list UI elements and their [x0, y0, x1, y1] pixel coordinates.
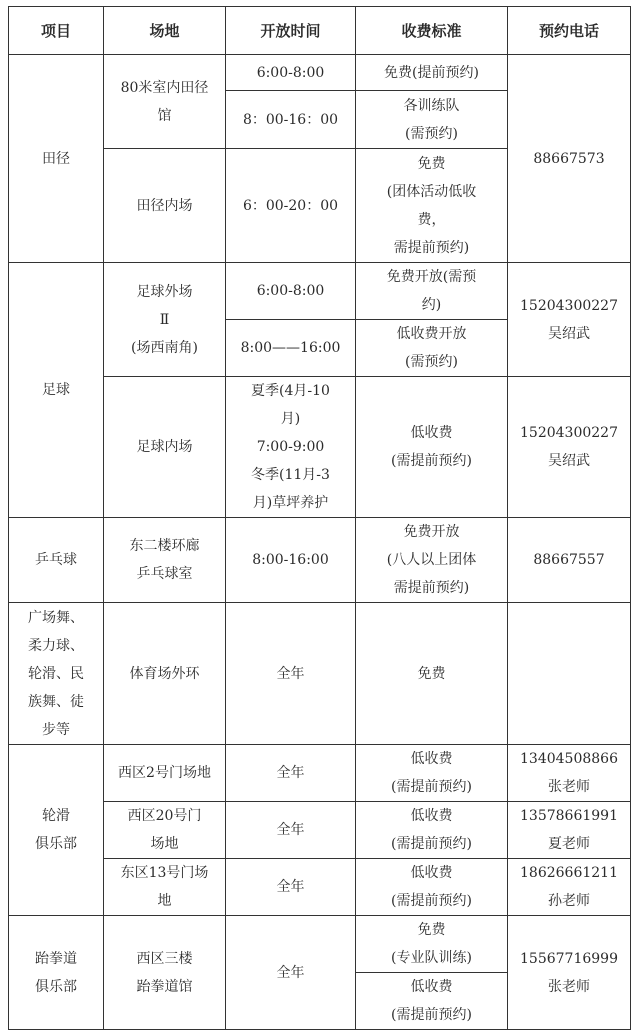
hours-cell: 6:00-8:00	[226, 55, 356, 91]
phone-outdoor	[508, 603, 631, 745]
fee-cell: 低收费开放 (需预约)	[356, 320, 508, 377]
venue-football-outer-field: 足球外场 Ⅱ (场西南角)	[104, 263, 226, 377]
venue-cell: 西区20号门 场地	[104, 802, 226, 859]
table-row	[9, 745, 631, 802]
venue-taekwondo-hall: 西区三楼 跆拳道馆	[104, 916, 226, 1030]
venue-table-tennis: 东二楼环廊 乒乓球室	[104, 518, 226, 603]
project-outdoor-activities: 广场舞、 柔力球、 轮滑、民 族舞、徒 步等	[9, 603, 104, 745]
table-row	[9, 603, 631, 745]
venue-cell: 西区2号门场地	[104, 745, 226, 802]
hours-cell: 全年	[226, 745, 356, 802]
phone-cell: 13404508866 张老师	[508, 745, 631, 802]
header-fee: 收费标准	[356, 7, 508, 55]
header-venue: 场地	[104, 7, 226, 55]
venue-football-infield: 足球内场	[104, 377, 226, 518]
fee-cell: 免费 (团体活动低收 费， 需提前预约)	[356, 149, 508, 263]
project-skating-club: 轮滑 俱乐部	[9, 745, 104, 916]
header-phone: 预约电话	[508, 7, 631, 55]
venue-cell: 东区13号门场 地	[104, 859, 226, 916]
phone-track: 88667573	[508, 55, 631, 263]
table-row	[9, 263, 631, 320]
header-hours: 开放时间	[226, 7, 356, 55]
phone-cell: 18626661211 孙老师	[508, 859, 631, 916]
fee-cell: 低收费 (需提前预约)	[356, 745, 508, 802]
hours-cell: 全年	[226, 859, 356, 916]
header-row	[9, 7, 631, 55]
phone-table-tennis: 88667557	[508, 518, 631, 603]
fee-cell: 免费 (专业队训练)	[356, 916, 508, 973]
hours-cell: 6：00-20：00	[226, 149, 356, 263]
fee-cell: 低收费 (需提前预约)	[356, 973, 508, 1030]
hours-cell: 夏季(4月-10 月) 7:00-9:00 冬季(11月-3 月)草坪养护	[226, 377, 356, 518]
fee-cell: 各训练队 (需预约)	[356, 91, 508, 149]
table-row	[9, 916, 631, 973]
phone-football-infield: 15204300227 吴绍武	[508, 377, 631, 518]
hours-cell: 全年	[226, 802, 356, 859]
phone-cell: 13578661991 夏老师	[508, 802, 631, 859]
hours-cell: 8：00-16：00	[226, 91, 356, 149]
phone-football-outer: 15204300227 吴绍武	[508, 263, 631, 377]
fee-cell: 免费	[356, 603, 508, 745]
hours-cell: 全年	[226, 603, 356, 745]
venue-schedule-table	[8, 6, 631, 1030]
fee-cell: 免费开放(需预 约)	[356, 263, 508, 320]
venue-stadium-outer-ring: 体育场外环	[104, 603, 226, 745]
venue-indoor-track-hall: 80米室内田径 馆	[104, 55, 226, 149]
fee-cell: 低收费 (需提前预约)	[356, 859, 508, 916]
header-project: 项目	[9, 7, 104, 55]
hours-cell: 8:00-16:00	[226, 518, 356, 603]
fee-cell: 低收费 (需提前预约)	[356, 377, 508, 518]
fee-cell: 低收费 (需提前预约)	[356, 802, 508, 859]
venue-track-infield: 田径内场	[104, 149, 226, 263]
phone-taekwondo: 15567716999 张老师	[508, 916, 631, 1030]
project-football: 足球	[9, 263, 104, 518]
project-track: 田径	[9, 55, 104, 263]
hours-cell: 8:00——16:00	[226, 320, 356, 377]
table-row	[9, 55, 631, 91]
schedule-table-wrapper	[8, 6, 631, 1030]
fee-cell: 免费(提前预约)	[356, 55, 508, 91]
fee-cell: 免费开放 (八人以上团体 需提前预约)	[356, 518, 508, 603]
table-row	[9, 518, 631, 603]
hours-cell: 全年	[226, 916, 356, 1030]
hours-cell: 6:00-8:00	[226, 263, 356, 320]
project-taekwondo-club: 跆拳道 俱乐部	[9, 916, 104, 1030]
project-table-tennis: 乒乓球	[9, 518, 104, 603]
